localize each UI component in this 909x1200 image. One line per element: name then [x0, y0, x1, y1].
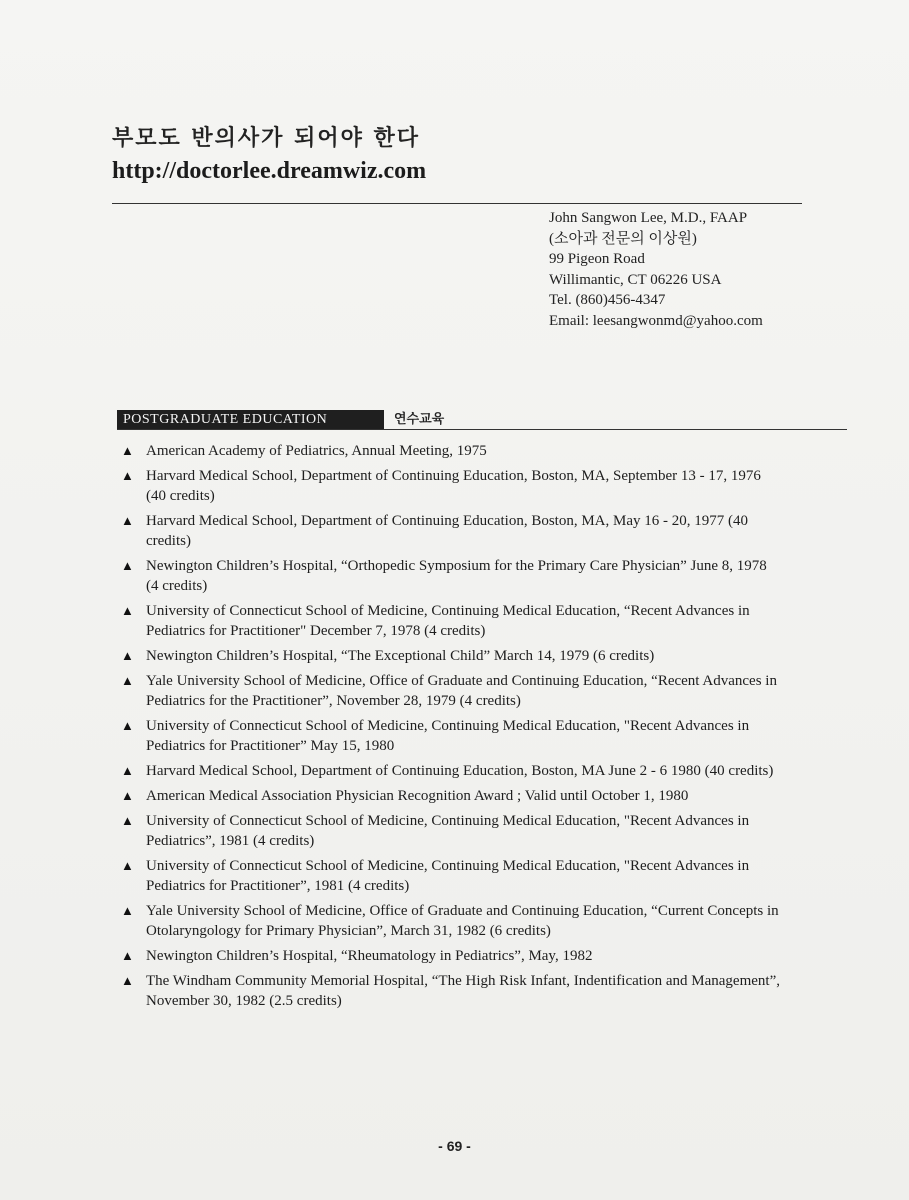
list-item-text: University of Connecticut School of Medicine, Continuing Medical Education, "Recent Advances in Pediatrics for Practitioner”, 1981 (4 credits) — [146, 858, 750, 894]
website-url[interactable]: http://doctorlee.dreamwiz.com — [112, 158, 427, 184]
triangle-bullet-icon: ▲ — [121, 788, 134, 803]
list-item — [121, 761, 781, 781]
section-label: POSTGRADUATE EDUCATION — [117, 410, 384, 429]
triangle-bullet-icon: ▲ — [121, 443, 134, 458]
list-item-text: Newington Children’s Hospital, “Rheumatology in Pediatrics”, May, 1982 — [146, 948, 593, 964]
list-item — [121, 811, 781, 851]
education-list — [121, 441, 781, 1016]
header-divider — [112, 203, 802, 204]
triangle-bullet-icon: ▲ — [121, 903, 134, 918]
list-item — [121, 441, 781, 461]
triangle-bullet-icon: ▲ — [121, 718, 134, 733]
list-item — [121, 466, 781, 506]
list-item-text: Harvard Medical School, Department of Continuing Education, Boston, MA June 2 - 6 1980 (40 credits) — [146, 763, 774, 779]
list-item — [121, 971, 781, 1011]
triangle-bullet-icon: ▲ — [121, 813, 134, 828]
triangle-bullet-icon: ▲ — [121, 513, 134, 528]
triangle-bullet-icon: ▲ — [121, 763, 134, 778]
email-address[interactable]: Email: leesangwonmd@yahoo.com — [549, 312, 763, 329]
author-korean-name: (소아과 전문의 이상원) — [549, 230, 697, 247]
triangle-bullet-icon: ▲ — [121, 673, 134, 688]
list-item — [121, 646, 781, 666]
list-item-text: American Academy of Pediatrics, Annual Meeting, 1975 — [146, 443, 487, 459]
list-item-text: Newington Children’s Hospital, “Orthopedic Symposium for the Primary Care Physician” June 8, 1978 (4 credits) — [146, 558, 767, 594]
list-item — [121, 511, 781, 551]
address-city: Willimantic, CT 06226 USA — [549, 271, 722, 288]
triangle-bullet-icon: ▲ — [121, 948, 134, 963]
section-header — [117, 410, 847, 430]
list-item-text: Harvard Medical School, Department of Continuing Education, Boston, MA, May 16 - 20, 1977 (40 credits) — [146, 513, 748, 549]
list-item-text: Harvard Medical School, Department of Continuing Education, Boston, MA, September 13 - 17, 1976 (40 credits) — [146, 468, 761, 504]
list-item — [121, 856, 781, 896]
list-item — [121, 556, 781, 596]
triangle-bullet-icon: ▲ — [121, 648, 134, 663]
address-street: 99 Pigeon Road — [549, 251, 645, 267]
list-item-text: University of Connecticut School of Medicine, Continuing Medical Education, "Recent Advances in Pediatrics”, 1981 (4 credits) — [146, 813, 750, 849]
list-item — [121, 901, 781, 941]
list-item — [121, 601, 781, 641]
contact-block — [549, 208, 763, 331]
list-item-text: American Medical Association Physician Recognition Award ; Valid until October 1, 1980 — [146, 788, 689, 804]
list-item-text: University of Connecticut School of Medicine, Continuing Medical Education, “Recent Advances in Pediatrics for Practitioner" December 7, 1978 (4 credits) — [146, 603, 750, 639]
phone-number: Tel. (860)456-4347 — [549, 292, 666, 308]
list-item — [121, 671, 781, 711]
triangle-bullet-icon: ▲ — [121, 603, 134, 618]
list-item — [121, 946, 781, 966]
page-title-korean: 부모도 반의사가 되어야 한다 — [112, 125, 421, 151]
list-item-text: The Windham Community Memorial Hospital, “The High Risk Infant, Indentification and Management”, November 30, 1982 (2.5 credits) — [146, 973, 780, 1009]
triangle-bullet-icon: ▲ — [121, 858, 134, 873]
section-divider — [117, 429, 847, 430]
triangle-bullet-icon: ▲ — [121, 468, 134, 483]
author-name: John Sangwon Lee, M.D., FAAP — [549, 210, 748, 226]
section-korean-label: 연수교육 — [394, 412, 445, 427]
list-item — [121, 716, 781, 756]
triangle-bullet-icon: ▲ — [121, 973, 134, 988]
page-number: - 69 - — [438, 1138, 471, 1154]
list-item-text: Yale University School of Medicine, Office of Graduate and Continuing Education, “Recent Advances in Pediatrics for the Practitioner”, November 28, 1979 (4 credits) — [146, 673, 777, 709]
list-item-text: University of Connecticut School of Medicine, Continuing Medical Education, "Recent Advances in Pediatrics for Practitioner” May 15, 1980 — [146, 718, 750, 754]
list-item — [121, 786, 781, 806]
list-item-text: Yale University School of Medicine, Office of Graduate and Continuing Education, “Current Concepts in Otolaryngology for Primary Physician”, March 31, 1982 (6 credits) — [146, 903, 779, 939]
list-item-text: Newington Children’s Hospital, “The Exceptional Child” March 14, 1979 (6 credits) — [146, 648, 655, 664]
triangle-bullet-icon: ▲ — [121, 558, 134, 573]
